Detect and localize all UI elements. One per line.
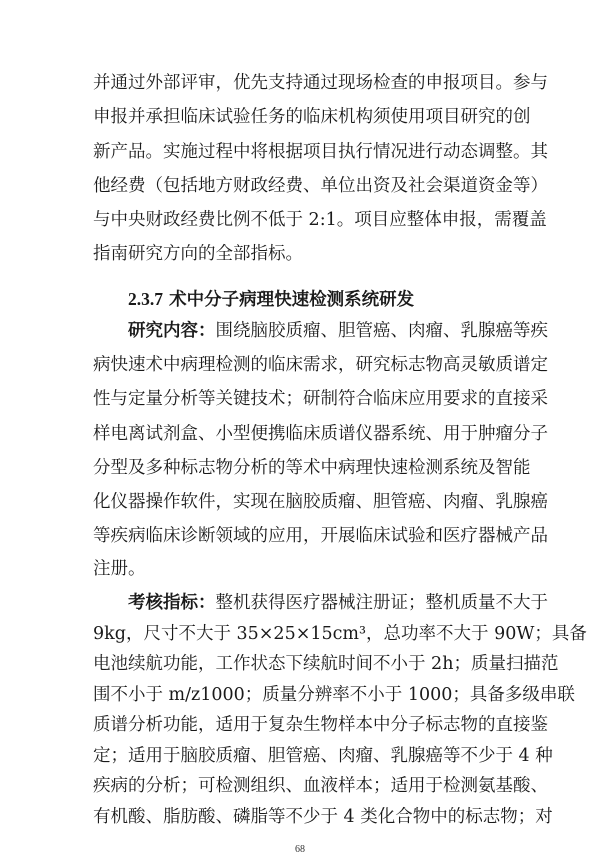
text-line: 样电离试剂盒、小型便携临床质谱仪器系统、用于肿瘤分子 <box>93 424 548 444</box>
research-first-line <box>128 320 548 342</box>
text-line: 他经费（包括地方财政经费、单位出资及社会渠道资金等） <box>93 176 548 196</box>
assessment-first-text: 整机获得医疗器械注册证；整机质量不大于 <box>215 593 548 613</box>
research-label: 研究内容： <box>128 321 216 341</box>
text-line: 分型及多种标志物分析的等术中病理快速检测系统及智能 <box>93 458 531 478</box>
text-line: 并通过外部评审，优先支持通过现场检查的申报项目。参与 <box>93 73 548 93</box>
text-line: 与中央财政经费比例不低于 2:1。项目应整体申报，需覆盖 <box>93 210 547 230</box>
section-number: 2.3.7 <box>128 289 163 309</box>
text-line: 病快速术中病理检测的临床需求，研究标志物高灵敏质谱定 <box>93 355 548 375</box>
text-line: 定；适用于脑胶质瘤、胆管癌、肉瘤、乳腺癌等不少于 4 种 <box>93 745 553 766</box>
text-line: 有机酸、脂肪酸、磷脂等不少于 4 类化合物中的标志物；对 <box>93 806 553 827</box>
text-line: 电池续航功能，工作状态下续航时间不小于 2h；质量扫描范 <box>93 654 559 674</box>
assessment-first-line <box>128 592 548 614</box>
page-number: 68 <box>295 844 305 855</box>
research-first-text: 围绕脑胶质瘤、胆管癌、肉瘤、乳腺癌等疾 <box>215 321 548 341</box>
text-line: 新产品。实施过程中将根据项目执行情况进行动态调整。其 <box>93 142 548 162</box>
text-line: 化仪器操作软件，实现在脑胶质瘤、胆管癌、肉瘤、乳腺癌 <box>93 492 548 512</box>
text-line: 性与定量分析等关键技术；研制符合临床应用要求的直接采 <box>93 389 548 409</box>
assessment-label: 考核指标： <box>128 593 216 613</box>
text-line: 围不小于 m/z1000；质量分辨率不小于 1000；具备多级串联 <box>93 684 575 705</box>
section-title: 术中分子病理快速检测系统研发 <box>169 290 415 310</box>
text-line: 等疾病临床诊断领域的应用，开展临床试验和医疗器械产品 <box>93 526 548 546</box>
text-line: 9kg，尺寸不大于 35×25×15cm³，总功率不大于 90W；具备 <box>93 623 587 644</box>
text-line: 指南研究方向的全部指标。 <box>93 244 303 264</box>
text-line: 质谱分析功能，适用于复杂生物样本中分子标志物的直接鉴 <box>93 715 548 735</box>
section-heading <box>128 288 414 311</box>
text-line: 疾病的分析；可检测组织、血液样本；适用于检测氨基酸、 <box>93 776 548 796</box>
text-line: 注册。 <box>93 559 146 579</box>
text-line: 申报并承担临床试验任务的临床机构须使用项目研究的创 <box>93 107 531 127</box>
